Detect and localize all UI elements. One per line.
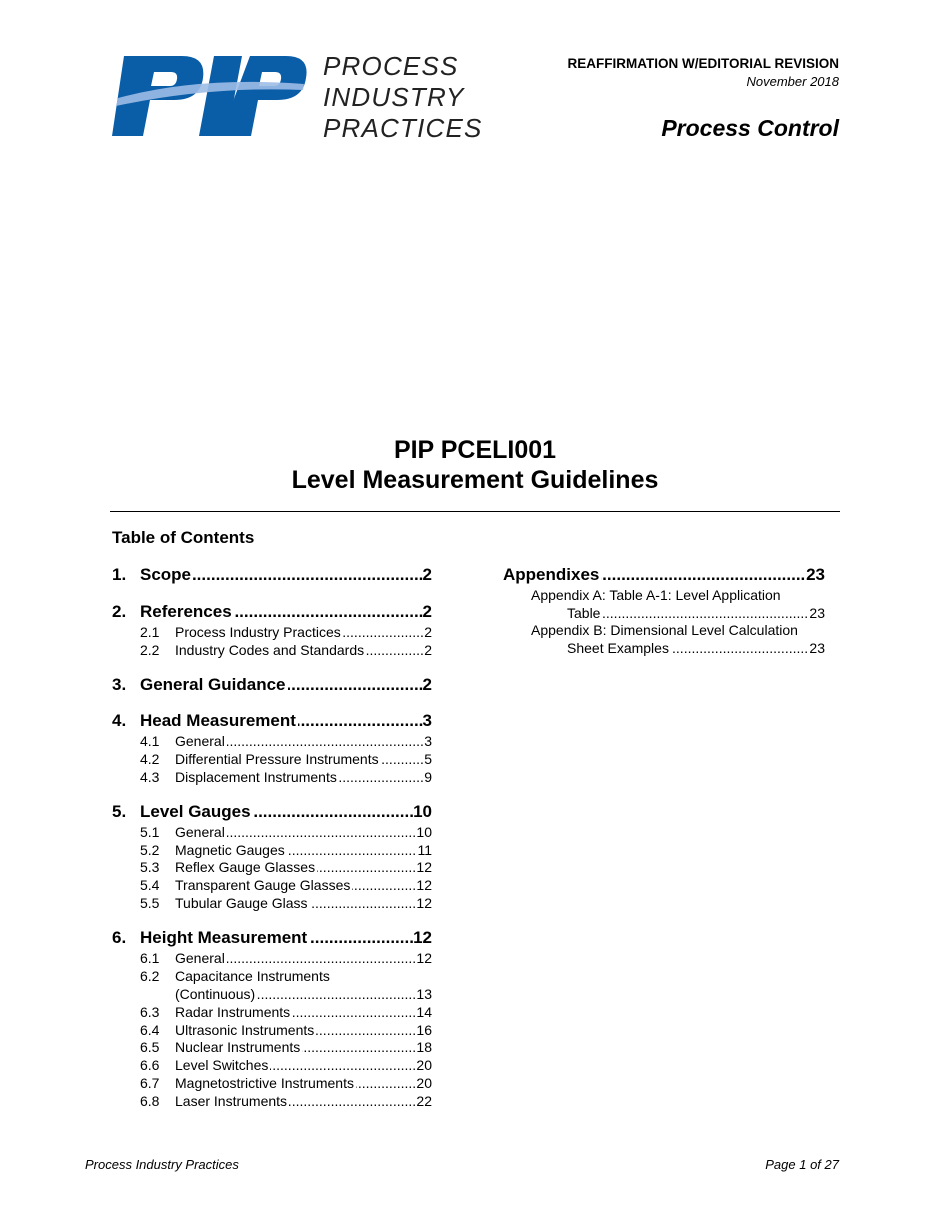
toc-subsection-number: 6.3: [140, 1004, 160, 1020]
toc-subsection-title: Magnetostrictive Instruments: [175, 1075, 354, 1091]
logo-word-industry: INDUSTRY: [323, 82, 465, 112]
toc-subsection-title: Laser Instruments: [175, 1093, 288, 1109]
toc-appendix-b-line1[interactable]: Appendix B: Dimensional Level Calculation: [531, 622, 798, 638]
toc-subsection-page: 12: [416, 877, 432, 893]
toc-section-number: 3.: [112, 675, 127, 694]
toc-subsection-number: 2.1: [140, 624, 160, 640]
toc-appendix-b-line2[interactable]: [567, 639, 825, 657]
toc-section-1[interactable]: [112, 565, 432, 585]
title-divider: [110, 511, 840, 512]
toc-subsection-title: Reflex Gauge Glasses: [175, 859, 316, 875]
toc-section-4[interactable]: [112, 711, 432, 731]
toc-subsection-title: General: [175, 824, 225, 840]
toc-subsection-title: Transparent Gauge Glasses: [175, 877, 351, 893]
toc-subsection-number: 5.5: [140, 895, 160, 911]
toc-subsection-title: Nuclear Instruments: [175, 1039, 301, 1055]
toc-subsection-5-3[interactable]: [140, 858, 432, 876]
toc-appendix-a-line1[interactable]: Appendix A: Table A-1: Level Application: [531, 587, 781, 603]
toc-subsection-6-6[interactable]: [140, 1056, 432, 1074]
toc-subsection-page: 20: [416, 1057, 432, 1073]
document-title: Level Measurement Guidelines: [291, 466, 659, 494]
toc-subsection-page: 14: [416, 1004, 432, 1020]
toc-appendix-page: 23: [809, 605, 825, 621]
toc-appendix-page: 23: [809, 640, 825, 656]
toc-subsection-number: 6.6: [140, 1057, 160, 1073]
toc-subsection-page: 16: [416, 1022, 432, 1038]
toc-subsection-title: Tubular Gauge Glass: [175, 895, 308, 911]
toc-section-6[interactable]: [112, 928, 432, 948]
toc-section-page: 10: [413, 802, 432, 821]
toc-subsection-number: 6.2: [140, 968, 160, 984]
toc-section-2[interactable]: [112, 602, 432, 622]
toc-subsection-5-5[interactable]: [140, 894, 432, 912]
toc-subsection-number: 6.1: [140, 950, 160, 966]
toc-subsection-number: 4.2: [140, 751, 160, 767]
toc-section-title: Scope: [140, 565, 192, 584]
toc-section-5[interactable]: [112, 802, 432, 822]
toc-subsection-title: Ultrasonic Instruments: [175, 1022, 315, 1038]
toc-subsection-page: 2: [424, 624, 432, 640]
toc-section-title: Level Gauges: [140, 802, 251, 821]
toc-section-page: 3: [422, 711, 432, 730]
toc-subsection-page: 3: [424, 733, 432, 749]
toc-subsection-title: General: [175, 733, 225, 749]
toc-subsection-number: 4.3: [140, 769, 160, 785]
toc-section-number: 6.: [112, 928, 127, 947]
toc-subsection-page: 12: [416, 950, 432, 966]
footer-page-number: Page 1 of 27: [765, 1157, 839, 1172]
toc-subsection-title: Radar Instruments: [175, 1004, 291, 1020]
toc-section-number: 4.: [112, 711, 127, 730]
logo-word-process: PROCESS: [323, 51, 459, 81]
toc-subsection-number: 6.7: [140, 1075, 160, 1091]
toc-subsection-page: 10: [416, 824, 432, 840]
toc-appendix-a-line2[interactable]: [567, 604, 825, 622]
toc-subsection-6-2-line2[interactable]: [175, 985, 432, 1003]
toc-section-page: 12: [413, 928, 432, 947]
toc-subsection-number: 5.2: [140, 842, 160, 858]
toc-subsection-6-2-line1[interactable]: [140, 967, 330, 985]
toc-subsection-5-2[interactable]: [140, 841, 432, 859]
toc-subsection-title: Process Industry Practices: [175, 624, 341, 640]
toc-subsection-title: Level Switches: [175, 1057, 269, 1073]
toc-subsection-6-8[interactable]: [140, 1092, 432, 1110]
toc-subsection-title-cont: (Continuous): [175, 986, 256, 1002]
toc-subsection-title: Differential Pressure Instruments: [175, 751, 379, 767]
toc-subsection-page: 13: [416, 986, 432, 1002]
logo-word-practices: PRACTICES: [323, 113, 483, 143]
toc-subsection-6-3[interactable]: [140, 1003, 432, 1021]
toc-subsection-title: Displacement Instruments: [175, 769, 337, 785]
toc-subsection-5-4[interactable]: [140, 876, 432, 894]
toc-subsection-number: 6.8: [140, 1093, 160, 1109]
toc-section-number: 1.: [112, 565, 127, 584]
toc-section-title: Height Measurement: [140, 928, 308, 947]
toc-subsection-page: 20: [416, 1075, 432, 1091]
toc-subsection-6-4[interactable]: [140, 1021, 432, 1039]
toc-subsection-4-1[interactable]: [140, 732, 432, 750]
toc-appendix-title-cont: Sheet Examples: [567, 640, 669, 656]
toc-section-3[interactable]: [112, 675, 432, 695]
toc-subsection-number: 5.1: [140, 824, 160, 840]
toc-subsection-title: Magnetic Gauges: [175, 842, 285, 858]
toc-subsection-page: 18: [416, 1039, 432, 1055]
toc-section-page: 2: [422, 565, 432, 584]
toc-subsection-title: Industry Codes and Standards: [175, 642, 365, 658]
toc-subsection-number: 5.3: [140, 859, 160, 875]
toc-subsection-page: 2: [424, 642, 432, 658]
toc-subsection-page: 12: [416, 895, 432, 911]
document-category: Process Control: [661, 115, 839, 141]
revision-date: November 2018: [746, 74, 839, 89]
toc-subsection-4-2[interactable]: [140, 750, 432, 768]
revision-label: REAFFIRMATION W/EDITORIAL REVISION: [567, 56, 839, 71]
toc-subsection-page: 11: [417, 842, 432, 858]
toc-subsection-4-3[interactable]: [140, 768, 432, 786]
pip-logo: [110, 51, 483, 143]
toc-section-title: General Guidance: [140, 675, 286, 694]
toc-subsection-2-2[interactable]: [140, 641, 432, 659]
toc-subsection-5-1[interactable]: [140, 823, 432, 841]
toc-section-number: 2.: [112, 602, 127, 621]
toc-subsection-6-5[interactable]: [140, 1038, 432, 1056]
toc-subsection-number: 5.4: [140, 877, 160, 893]
toc-subsection-2-1[interactable]: [140, 623, 432, 641]
toc-section-title: Head Measurement: [140, 711, 296, 730]
toc-subsection-6-7[interactable]: [140, 1074, 432, 1092]
pip-logo-mark: [110, 52, 310, 142]
toc-subsection-page: 9: [424, 769, 432, 785]
toc-subsection-number: 6.4: [140, 1022, 160, 1038]
toc-subsection-number: 6.5: [140, 1039, 160, 1055]
toc-section-page: 2: [422, 675, 432, 694]
toc-subsection-title: Capacitance Instruments: [175, 968, 330, 984]
document-number: PIP PCELI001: [393, 436, 557, 464]
toc-section-number: 5.: [112, 802, 127, 821]
toc-appendixes-title: Appendixes: [503, 565, 600, 584]
toc-section-page: 2: [422, 602, 432, 621]
toc-section-title: References: [140, 602, 232, 621]
toc-heading: Table of Contents: [112, 528, 255, 547]
toc-appendixes[interactable]: [503, 565, 825, 585]
toc-appendixes-page: 23: [806, 565, 825, 584]
footer-organization: Process Industry Practices: [85, 1157, 239, 1172]
toc-subsection-number: 2.2: [140, 642, 160, 658]
toc-subsection-title: General: [175, 950, 225, 966]
toc-subsection-number: 4.1: [140, 733, 160, 749]
toc-subsection-page: 22: [416, 1093, 432, 1109]
toc-appendix-title-cont: Table: [567, 605, 601, 621]
toc-subsection-page: 5: [424, 751, 432, 767]
toc-subsection-page: 12: [416, 859, 432, 875]
toc-subsection-6-1[interactable]: [140, 949, 432, 967]
